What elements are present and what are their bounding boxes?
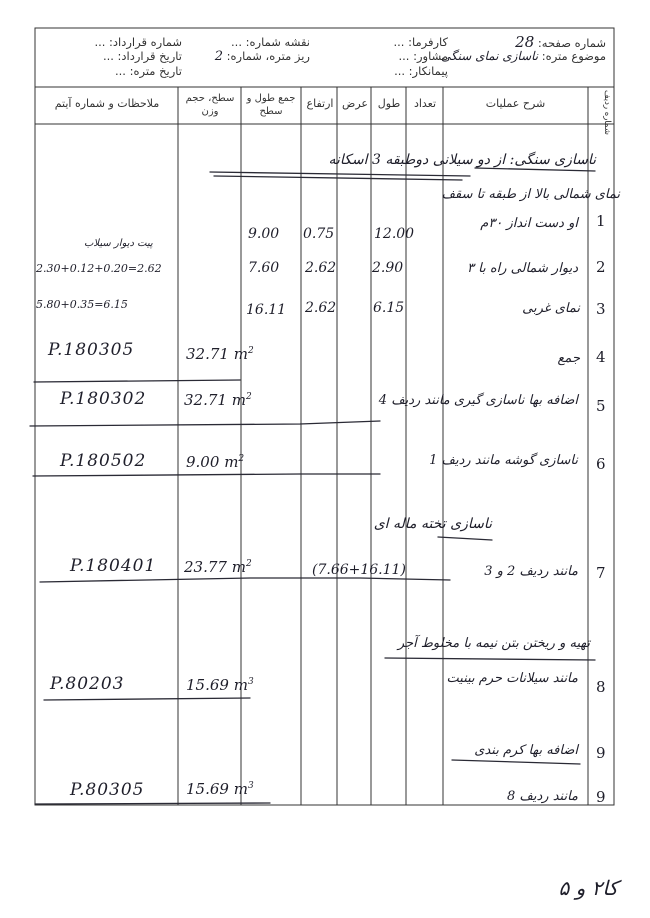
col-remarks: ملاحظات و شماره آیتم (54, 97, 160, 110)
row-sum: 7.60 (248, 260, 280, 276)
item-quantity: 15.69 $m^3$ (186, 676, 254, 694)
row-calculation: 5.80+0.35=6.15 (36, 298, 128, 311)
row-description: مانند ردیف 2 و 3 (484, 564, 578, 579)
section-title: ناسازی تخته ماله ای (373, 516, 492, 532)
col-height: ارتفاع (306, 97, 334, 110)
row-description: مانند سیلانات حرم بینیت (446, 671, 578, 686)
footer-scribble: کا۲ و ۵ (558, 876, 618, 900)
row-number: 9 (596, 744, 606, 762)
item-code: P.180305 (48, 340, 135, 360)
col-row-number: شماره ردیف (602, 90, 612, 135)
item-quantity: 32.71 $m^2$ (186, 345, 254, 363)
row-calculation: 2.30+0.12+0.20=2.62 (36, 262, 162, 275)
item-code: P.180401 (70, 556, 157, 576)
row-height: 2.62 (305, 260, 337, 276)
row-height: 2.62 (305, 300, 337, 316)
row-description: اضافه بها ناسازی گیری مانند ردیف 4 (378, 393, 578, 408)
row-description: دیوار شمالی راه با ۳ (467, 261, 578, 276)
row-number: 7 (596, 564, 606, 582)
col-area: سطح، حجم وزن (185, 93, 235, 117)
row-height: 0.75 (303, 226, 335, 242)
section-title: اضافه بها کرم بندی (474, 743, 578, 758)
row-length: 12.00 (374, 226, 415, 242)
section-title: تهیه و ریختن بتن نیمه با مخلوط آجر (397, 636, 590, 651)
contract-date-field: تاریخ قرارداد: ... (102, 49, 182, 63)
col-sum: جمع طول و سطح (246, 93, 296, 117)
row-note: پیت دیوار سیلاب (84, 238, 153, 249)
row-calculation: (7.66+16.11) (312, 562, 406, 578)
contractor-field: پیمانکار: ... (394, 64, 448, 78)
subsection-title: نمای شمالی بالا از طبقه تا سقف (441, 187, 620, 202)
item-code: P.80203 (50, 674, 125, 694)
row-number: 9 (596, 788, 606, 806)
row-number: 3 (596, 300, 606, 318)
col-description: شرح عملیات (485, 97, 546, 110)
item-quantity: 32.71 $m^2$ (184, 391, 252, 409)
page-number: شماره صفحه: 28 (515, 33, 606, 51)
row-number: 4 (596, 348, 606, 366)
row-description: ناسازی گوشه مانند ردیف 1 (429, 453, 578, 468)
row-number: 1 (596, 212, 606, 230)
item-code: P.80305 (70, 780, 145, 800)
contract-number-field: شماره قرارداد: ... (94, 35, 182, 49)
item-quantity: 9.00 $m^2$ (186, 453, 245, 471)
row-number: 8 (596, 678, 606, 696)
map-number-field: نقشه شماره: ... (231, 35, 310, 49)
subject-field: موضوع متره: ناسازی نمای سنگی (440, 49, 606, 63)
consultant-field: مشاور: ... (398, 49, 448, 63)
row-description: مانند ردیف 8 (507, 789, 578, 804)
sub-meter-field: ریز متره، شماره: 2 (214, 49, 310, 64)
row-number: 5 (596, 397, 606, 415)
row-description: جمع (557, 351, 580, 366)
item-quantity: 23.77 $m^2$ (184, 558, 252, 576)
item-code: P.180302 (60, 389, 147, 409)
item-quantity: 15.69 $m^3$ (186, 780, 254, 798)
row-sum: 16.11 (246, 302, 287, 318)
item-code: P.180502 (60, 451, 147, 471)
row-length: 2.90 (372, 260, 404, 276)
row-number: 6 (596, 455, 606, 473)
row-number: 2 (596, 258, 606, 276)
employer-field: کارفرما: ... (393, 35, 448, 49)
row-description: او دست انداز ۳۰م (480, 216, 578, 231)
col-length: طول (377, 97, 401, 110)
row-description: نمای غربی (522, 301, 580, 316)
row-sum: 9.00 (248, 226, 280, 242)
meter-date-field: تاریخ متره: ... (114, 64, 182, 78)
row-length: 6.15 (373, 300, 405, 316)
col-width: عرض (342, 97, 368, 110)
col-count: تعداد (413, 97, 437, 110)
section-title: ناسازی سنگی: از دو سیلانی دوطبقه 3 اسکانه (328, 152, 596, 168)
